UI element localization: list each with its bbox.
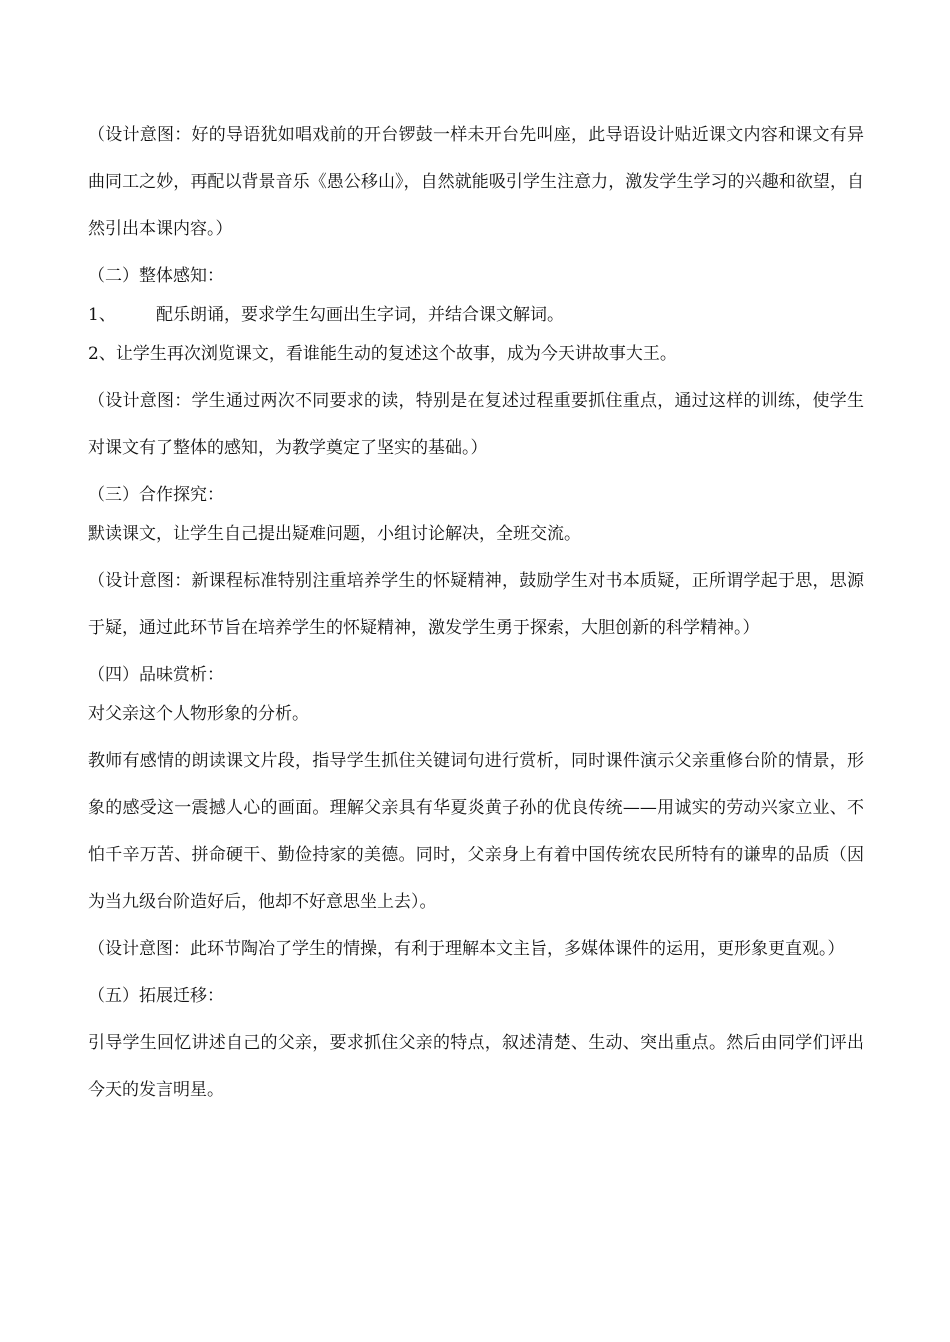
list-item-text: 配乐朗诵，要求学生勾画出生字词，并结合课文解词。 xyxy=(156,305,564,325)
body-paragraph-4b: 教师有感情的朗读课文片段，指导学生抓住关键词句进行赏析，同时课件演示父亲重修台阶的情景，形象的感受这一震撼人心的画面。理解父亲具有华夏炎黄子孙的优良传统——用诚实的劳动兴家立业、不怕千辛万苦、拼命硬干、勤俭持家的美德。同时，父亲身上有着中国传统农民所特有的谦卑的品质（因为当九级台阶造好后，他却不好意思坐上去）。 xyxy=(88,751,864,912)
list-item-1 xyxy=(88,300,864,331)
section-heading-5: （五）拓展迁移： xyxy=(88,986,224,1006)
section-heading-2: （二）整体感知： xyxy=(88,266,224,286)
body-paragraph-3: 默读课文，让学生自己提出疑难问题，小组讨论解决，全班交流。 xyxy=(88,524,581,544)
list-item-2: 2、让学生再次浏览课文，看谁能生动的复述这个故事，成为今天讲故事大王。 xyxy=(88,344,677,364)
document-body xyxy=(88,112,864,1114)
design-intent-paragraph-3: （设计意图：新课程标准特别注重培养学生的怀疑精神，鼓励学生对书本质疑，正所谓学起于思，思源于疑，通过此环节旨在培养学生的怀疑精神，激发学生勇于探索，大胆创新的科学精神。） xyxy=(88,571,864,638)
list-number: 1、 xyxy=(88,305,116,325)
body-paragraph-4a: 对父亲这个人物形象的分析。 xyxy=(88,704,309,724)
design-intent-paragraph-1: （设计意图：好的导语犹如唱戏前的开台锣鼓一样未开台先叫座，此导语设计贴近课文内容和课文有异曲同工之妙，再配以背景音乐《愚公移山》，自然就能吸引学生注意力，激发学生学习的兴趣和欲望，自然引出本课内容。） xyxy=(88,125,864,239)
section-heading-4: （四）品味赏析： xyxy=(88,665,224,685)
body-paragraph-5: 引导学生回忆讲述自己的父亲，要求抓住父亲的特点，叙述清楚、生动、突出重点。然后由同学们评出今天的发言明星。 xyxy=(88,1033,864,1100)
section-heading-3: （三）合作探究： xyxy=(88,485,224,505)
design-intent-paragraph-4: （设计意图：此环节陶冶了学生的情操，有利于理解本文主旨，多媒体课件的运用，更形象更直观。） xyxy=(88,939,845,959)
design-intent-paragraph-2: （设计意图：学生通过两次不同要求的读，特别是在复述过程重要抓住重点，通过这样的训练，使学生对课文有了整体的感知，为教学奠定了坚实的基础。） xyxy=(88,391,864,458)
